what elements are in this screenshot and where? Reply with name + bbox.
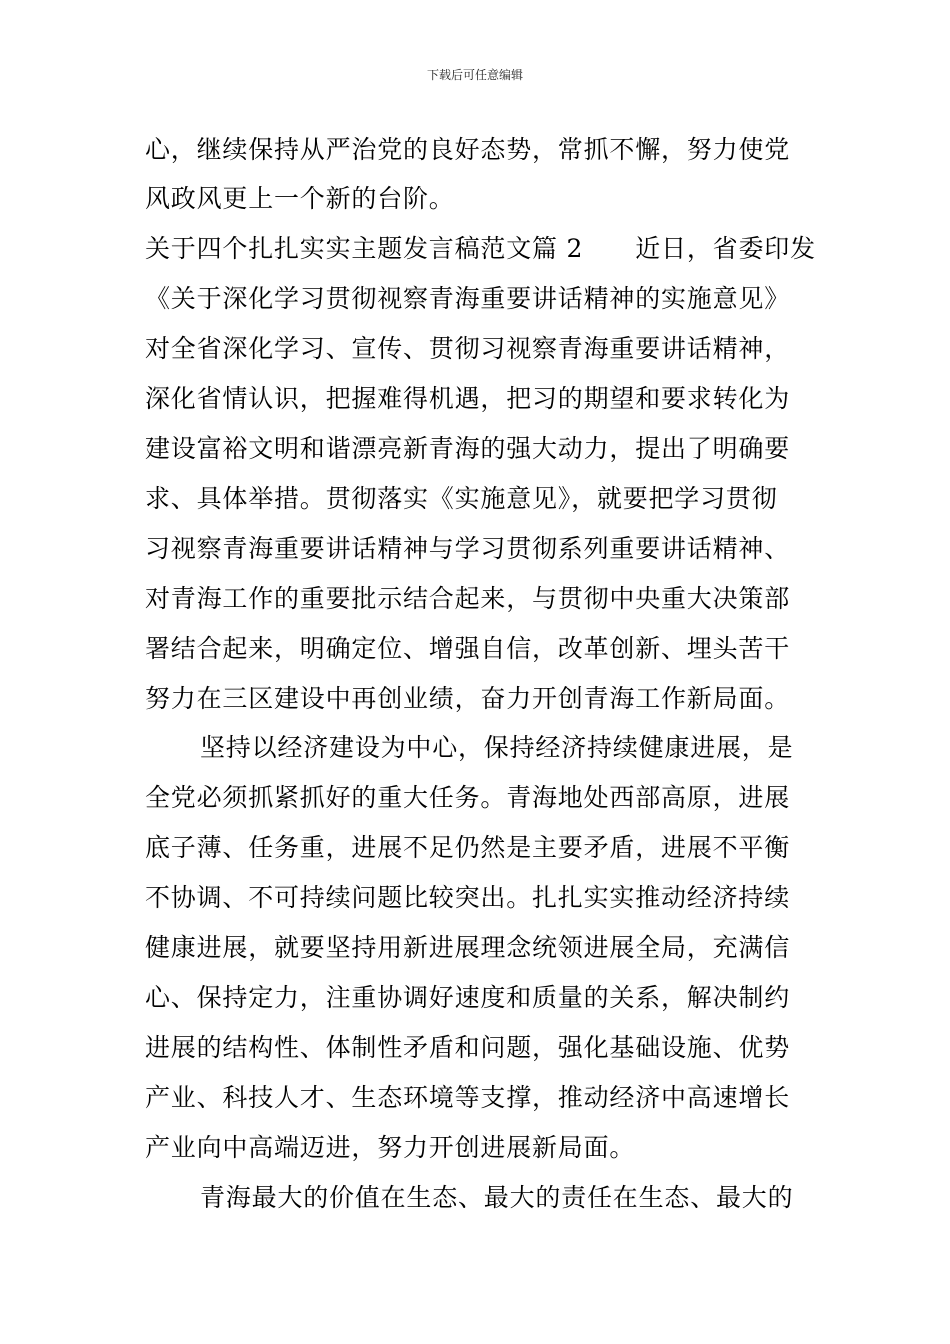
text-line: 不协调、不可持续问题比较突出。扎扎实实推动经济持续 — [145, 883, 791, 912]
text-line: 求、具体举措。贯彻落实《实施意见》，就要把学习贯彻 — [145, 484, 778, 513]
section-opening-text: 近日，省委印发 — [635, 234, 816, 263]
text-line: 习视察青海重要讲话精神与学习贯彻系列重要讲话精神、 — [145, 534, 791, 563]
paragraph-start-line: 坚持以经济建设为中心，保持经济持续健康进展，是 — [200, 733, 794, 762]
text-line: 心，继续保持从严治党的良好态势，常抓不懈，努力使党 — [145, 135, 791, 164]
text-line: 心、保持定力，注重协调好速度和质量的关系，解决制约 — [145, 983, 791, 1012]
paragraph-start-line: 青海最大的价值在生态、最大的责任在生态、最大的 — [200, 1183, 794, 1212]
text-line: 对青海工作的重要批示结合起来，与贯彻中央重大决策部 — [145, 584, 791, 613]
text-line: 署结合起来，明确定位、增强自信，改革创新、埋头苦干 — [145, 634, 791, 663]
page-header: 下载后可任意编辑 — [426, 68, 523, 82]
section-title-line — [145, 234, 815, 264]
section-title: 关于四个扎扎实实主题发言稿范文篇 2 — [145, 234, 584, 263]
text-line: 对全省深化学习、宣传、贯彻习视察青海重要讲话精神， — [145, 334, 791, 363]
text-line: 努力在三区建设中再创业绩，奋力开创青海工作新局面。 — [145, 684, 791, 713]
text-line: 《关于深化学习贯彻视察青海重要讲话精神的实施意见》 — [145, 284, 791, 313]
text-line: 产业、科技人才、生态环境等支撑，推动经济中高速增长 — [145, 1083, 791, 1112]
text-line: 深化省情认识，把握难得机遇，把习的期望和要求转化为 — [145, 384, 791, 413]
text-line: 产业向中高端迈进，努力开创进展新局面。 — [145, 1133, 636, 1162]
text-line: 全党必须抓紧抓好的重大任务。青海地处西部高原，进展 — [145, 783, 791, 812]
text-line: 底子薄、任务重，进展不足仍然是主要矛盾，进展不平衡 — [145, 833, 791, 862]
text-line: 风政风更上一个新的台阶。 — [145, 184, 455, 213]
text-line: 建设富裕文明和谐漂亮新青海的强大动力，提出了明确要 — [145, 434, 791, 463]
text-line: 进展的结构性、体制性矛盾和问题，强化基础设施、优势 — [145, 1033, 791, 1062]
text-line: 健康进展，就要坚持用新进展理念统领进展全局，充满信 — [145, 933, 791, 962]
